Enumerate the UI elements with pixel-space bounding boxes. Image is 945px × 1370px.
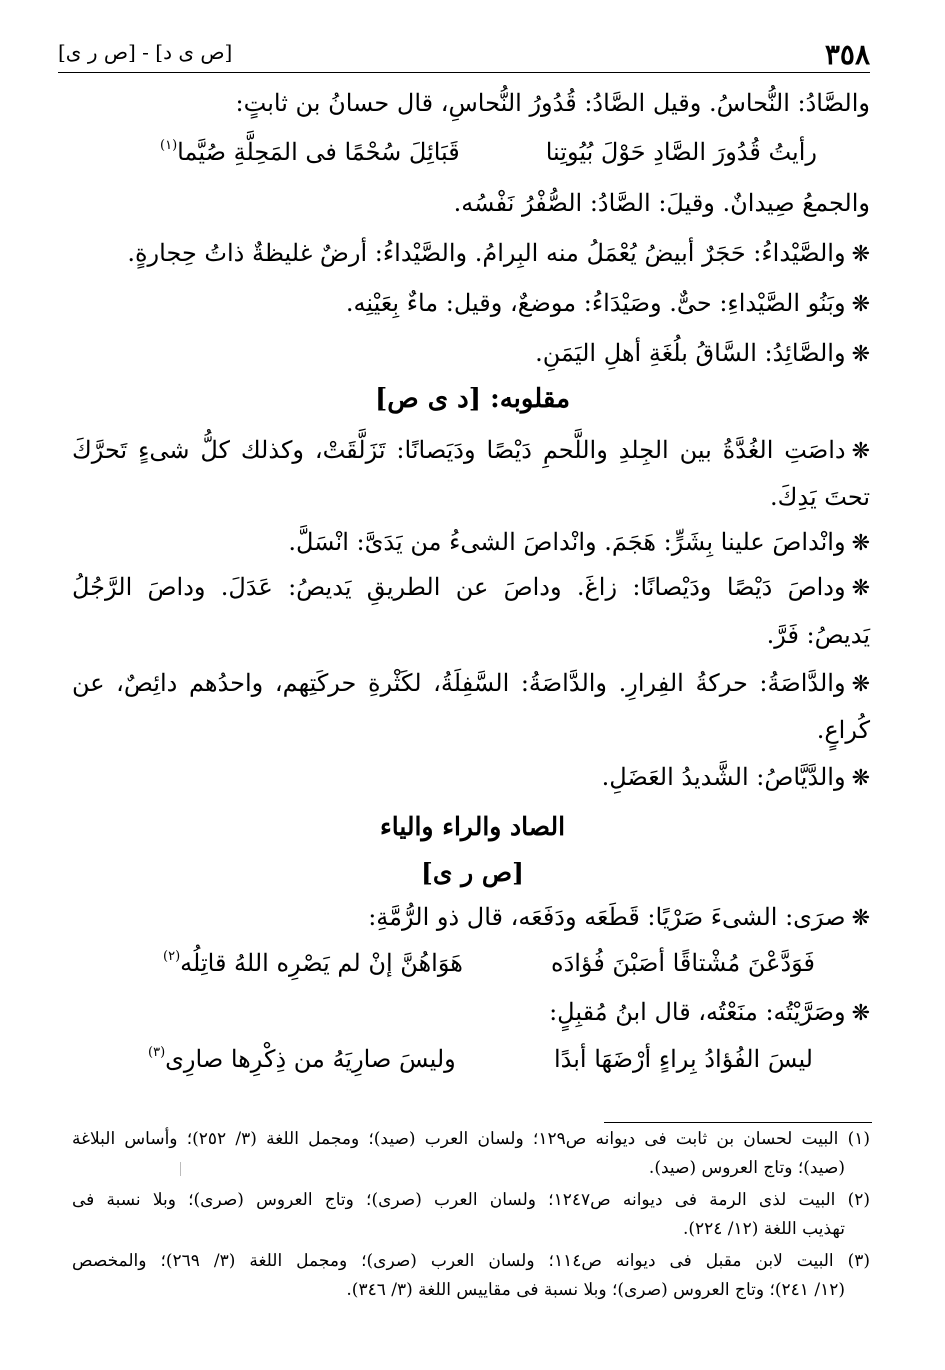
entry-star-icon: ❋ [851,292,870,317]
entry-paragraph: ❋صرَى: الشىءَ صَرْيًا: قَطَعَه ودَفَعَه، قال ذو الرُّمَّةِ: [368,903,870,931]
footnote-rule [604,1122,872,1123]
footnote-line: (١٢/ ٢٤١)؛ وتاج العروس (صرى)؛ وبلا نسبة فى مقاييس اللغة (٣/ ٣٤٦). [346,1280,845,1300]
footnote-line: تهذيب اللغة (١٢/ ٢٢٤). [682,1219,845,1239]
footnote-marker: (٢) [163,949,181,964]
paragraph-line: كُراعٍ. [816,716,870,744]
entry-star-icon: ❋ [851,242,870,267]
entry-paragraph: ❋داصَتِ الغُدَّةُ بين الجِلدِ واللَّحمِ دَيْصًا ودَيَصانًا: تَزَلَّقَتْ، وكذلك كلُّ شىءٍ تَحرَّكَ [72,436,870,464]
header-rule [58,72,870,73]
entry-range: [ص ى د] - [ص ر ى] [58,40,233,64]
paragraph-line: والجمعُ صِيدانٌ. وقيلَ: الصَّادُ: الصُّفْرُ نَفْسُه. [453,189,870,217]
section-title: الصاد والراء والياء [379,812,566,841]
verse-hemistich: ليسَ الفُؤادُ بِراءٍ أرْضَهَا أبدًا [553,1045,813,1073]
entry-star-icon: ❋ [851,531,870,556]
page-number: ٣٥٨ [824,38,870,71]
entry-star-icon: ❋ [851,1001,870,1026]
verse-hemistich: فَوَدَّعْنَ مُشْتاقًا أصَبْنَ فُؤادَه [551,949,815,977]
footnote-marker: (٣) [148,1045,166,1060]
entry-star-icon: ❋ [851,342,870,367]
entry-paragraph: ❋وداصَ دَيْصًا ودَيْصانًا: زاغَ. وداصَ عن الطريقِ يَديصُ: عَدَلَ. وداصَ الرَّجُلُ [72,573,870,601]
running-head [58,32,870,71]
footnote-line: (٢) البيت لذى الرمة فى ديوانه ص١٢٤٧؛ ولسان العرب (صرى)؛ وتاج العروس (صرى)؛ وبلا نسبة فى [72,1190,871,1210]
entry-heading: [ص ر ى] [421,858,524,887]
entry-paragraph: ❋والصَّيْداءُ: حَجَرٌ أبيضُ يُعْمَلُ منه البِرامُ. والصَّيْداءُ: أرضٌ غليظةٌ ذاتُ حِجارةٍ. [127,239,870,267]
entry-paragraph: ❋وبَنُو الصَّيْداءِ: حىٌّ. وصَيْدَاءُ: موضعٌ، وقيل: ماءٌ بِعَيْنِه. [345,289,870,317]
entry-star-icon: ❋ [851,576,870,601]
verse-hemistich: هَوَاهُنَّ إنْ لم يَصْرِه اللهُ قاتِلُه$^{(٢)}$ [163,949,463,977]
entry-star-icon: ❋ [851,672,871,697]
footnote-line: (٣) البيت لابن مقبل فى ديوانه ص١١٤؛ ولسان العرب (صرى)؛ ومجمل اللغة (٣/ ٢٦٩)؛ والمخصص [72,1251,870,1271]
entry-star-icon: ❋ [851,439,870,464]
verse-hemistich: وليسَ صارِيَهُ من ذِكْرِها صارِى$^{(٣)}$ [148,1045,456,1073]
entry-paragraph: ❋والصَّائِدُ: السَّاقُ بلُغَةِ أهلِ اليَمَنِ. [535,339,870,367]
subentry-heading: مقلوبه: [د ى ص] [374,384,570,414]
entry-star-icon: ❋ [851,766,870,791]
paragraph-line: يَديصُ: فَرَّ. [766,621,870,649]
entry-paragraph: ❋وصَرَّيْتُه: منَعْتُه، قال ابنُ مُقبِلٍ: [549,998,870,1026]
verse-hemistich: قَبَائِلَ سُحْمًا فى المَحِلَّةِ صُيَّما$^{(١)}$ [160,138,460,166]
entry-paragraph: ❋والدَّاصَةُ: حركةُ الفِرارِ. والدَّاصَةُ: السَّفِلَةُ، لكَثْرةِ حركَتِهم، واحدُهم دائِصٌ، عن [72,669,871,697]
entry-star-icon: ❋ [851,906,870,931]
footnote-line: (١) البيت لحسان بن ثابت فى ديوانه ص١٢٩؛ ولسان العرب (صيد)؛ ومجمل اللغة (٣/ ٢٥٢)؛ وأساس البلاغة [72,1129,870,1149]
verse-hemistich: رأيتُ قُدُورَ الصَّادِ حَوْلَ بُيُوتِنا [545,138,817,166]
entry-paragraph: ❋وانْداصَ علينا بِشَرٍّ: هَجَمَ. وانْداصَ الشىءُ من يَدَىَّ: انْسَلَّ. [288,528,870,556]
paragraph-line: والصَّادُ: النُّحاسُ. وقيل الصَّادُ: قُدُورُ النُّحاسِ، قال حسانُ بن ثابتٍ: [235,89,870,117]
scan-speck [180,1162,181,1176]
paragraph-line: تحتَ يَدِكَ. [769,483,870,511]
entry-paragraph: ❋والدَّيَّاصُ: الشَّديدُ العَضَلِ. [601,763,870,791]
footnote-marker: (١) [160,138,178,153]
footnote-line: (صيد)؛ وتاج العروس (صيد). [648,1158,845,1178]
